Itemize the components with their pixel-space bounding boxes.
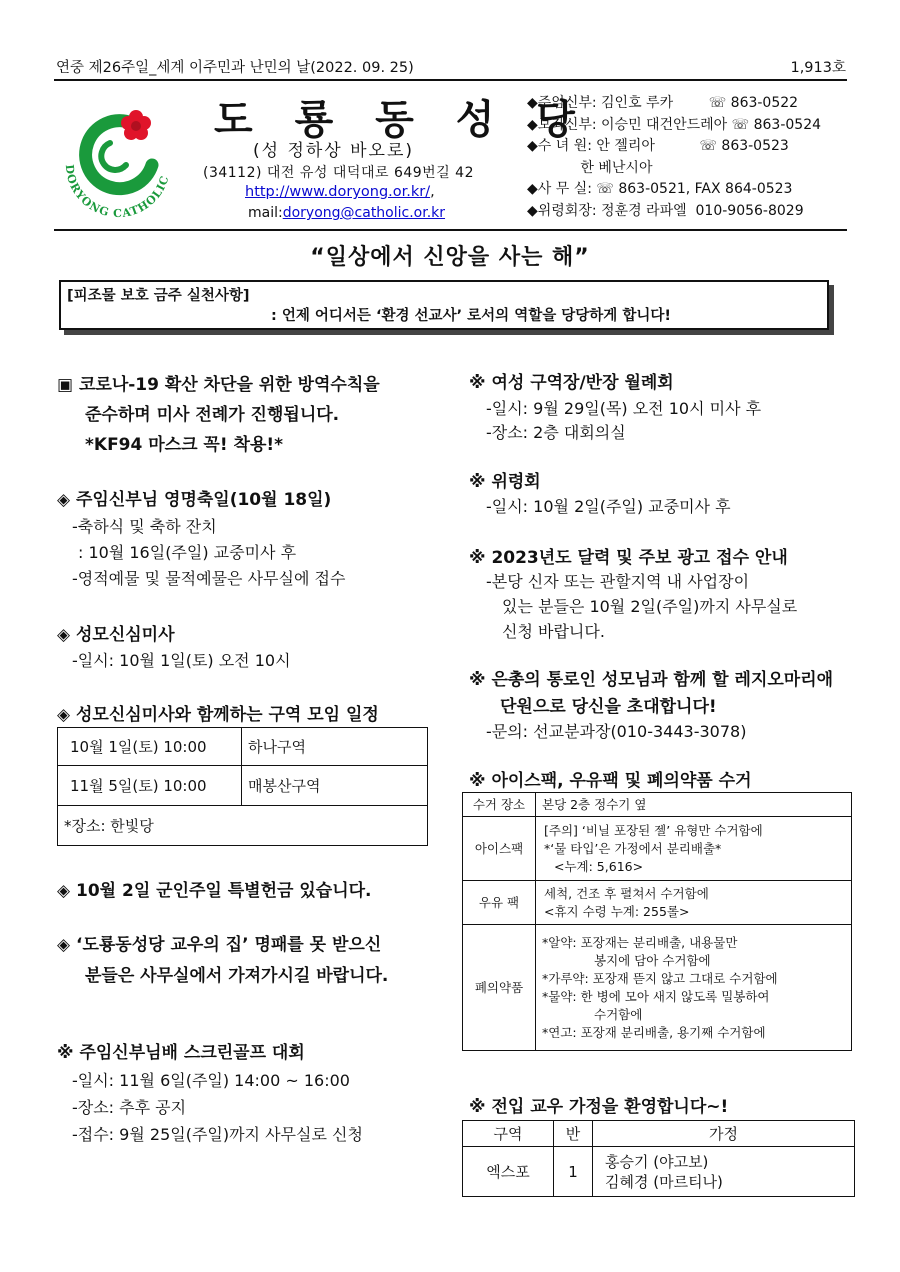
medicine-line-1: *알약: 포장재는 분리배출, 내용물만 — [542, 934, 738, 950]
schedule-date-2: 11월 5일(토) 10:00 — [58, 766, 242, 806]
top-rule — [54, 79, 847, 81]
contact-mourning-head: ◆위령회장: 정훈경 라파엘 010-9056-8029 — [527, 202, 804, 219]
medicine-label: 폐의약품 — [463, 925, 536, 1051]
medicine-line-5: 수거함에 — [594, 1006, 643, 1022]
mail-link[interactable]: doryong@catholic.or.kr — [282, 205, 446, 221]
covid-notice-3: *KF94 마스크 꼭! 착용!* — [85, 435, 284, 455]
medicine-line-6: *연고: 포장재 분리배출, 용기째 수거함에 — [542, 1024, 766, 1040]
golf-line-2: -장소: 추후 공지 — [72, 1098, 187, 1117]
welcome-header-ban: 반 — [554, 1121, 593, 1147]
golf-line-3: -접수: 9월 25일(주일)까지 사무실로 신청 — [72, 1125, 363, 1144]
table-row — [463, 1147, 855, 1197]
table-row — [463, 793, 852, 817]
women-meeting-line-2: -장소: 2층 대회의실 — [486, 423, 626, 442]
heart-mass-line: -일시: 10월 1일(토) 오전 10시 — [72, 651, 291, 670]
logo-text: DORYONG CATHOLIC — [62, 163, 172, 220]
welcome-header-family: 가정 — [593, 1121, 855, 1147]
creation-care-box — [59, 280, 829, 330]
heart-mass-title: ◈ 성모신심미사 — [57, 625, 175, 645]
covid-notice-2: 준수하며 미사 전례가 진행됩니다. — [85, 405, 340, 425]
recycle-place-label: 수거 장소 — [463, 793, 536, 817]
welcome-ban: 1 — [554, 1147, 593, 1197]
website-suffix: , — [430, 184, 435, 200]
welcome-zone: 엑스포 — [463, 1147, 554, 1197]
parish-patron: (성 정하상 바오로) — [253, 141, 415, 161]
feast-line-1: -축하식 및 축하 잔치 — [72, 517, 217, 536]
military-sunday: ◈ 10월 2일 군인주일 특별헌금 있습니다. — [57, 881, 372, 901]
medicine-line-3: *가루약: 포장재 뜯지 않고 그대로 수거함에 — [542, 970, 778, 986]
liturgy-line: 연중 제26주일_세계 이주민과 난민의 날(2022. 09. 25) — [56, 60, 414, 76]
calendar-line-1: -본당 신자 또는 관할지역 내 사업장이 — [486, 572, 750, 591]
legio-line: -문의: 선교분과장(010-3443-3078) — [486, 722, 747, 741]
mourning-line: -일시: 10월 2일(주일) 교중미사 후 — [486, 497, 731, 516]
milkpack-line-2: <휴지 수령 누계: 255롤> — [544, 903, 690, 919]
medicine-line-2: 봉지에 담아 수거함에 — [594, 952, 711, 968]
issue-number: 1,913호 — [790, 60, 846, 76]
table-row — [463, 881, 852, 925]
mail-label: mail: — [248, 205, 283, 221]
parish-logo — [54, 95, 182, 220]
group-schedule-table — [57, 727, 428, 846]
plaque-notice-1: ◈ ‘도룡동성당 교우의 집’ 명패를 못 받으신 — [57, 935, 382, 955]
header-bottom-rule — [54, 229, 847, 231]
medicine-line-4: *물약: 한 병에 모아 새지 않도록 밀봉하여 — [542, 988, 770, 1004]
schedule-group-1: 하나구역 — [242, 728, 428, 766]
icepack-line-2: *‘물 타입’은 가정에서 분리배출* — [544, 840, 722, 856]
parish-name: 도 룡 동 성 당 — [214, 97, 589, 143]
contact-assistant: ◆보좌신부: 이승민 대건안드레아 ☏ 863-0524 — [527, 116, 822, 133]
icepack-label: 아이스팩 — [463, 817, 536, 881]
group-schedule-title: ◈ 성모신심미사와 함께하는 구역 모임 일정 — [57, 705, 379, 725]
golf-line-1: -일시: 11월 6일(주일) 14:00 ~ 16:00 — [72, 1071, 350, 1090]
feast-title: ◈ 주임신부님 영명축일(10월 18일) — [57, 490, 332, 510]
parish-address: (34112) 대전 유성 대덕대로 649번길 42 — [203, 165, 474, 181]
creation-care-title: [피조물 보호 금주 실천사항] — [67, 288, 250, 304]
welcome-family-1: 홍승기 (야고보) — [605, 1152, 709, 1171]
contact-convent: ◆수 녀 원: 안 젤리아 ☏ 863-0523 — [527, 138, 789, 154]
schedule-date-1: 10월 1일(토) 10:00 — [58, 728, 242, 766]
recycle-table — [462, 792, 852, 1051]
recycle-title: ※ 아이스팩, 우유팩 및 폐의약품 수거 — [469, 771, 752, 791]
welcome-family-2: 김혜경 (마르티나) — [605, 1172, 723, 1191]
website-link[interactable]: http://www.doryong.or.kr/ — [245, 184, 431, 200]
calendar-line-2: 있는 분들은 10월 2일(주일)까지 사무실로 — [502, 597, 798, 616]
legio-title-1: ※ 은총의 통로인 성모님과 함께 할 레지오마리애 — [469, 670, 834, 690]
calendar-title: ※ 2023년도 달력 및 주보 광고 접수 안내 — [469, 548, 788, 568]
mourning-title: ※ 위령회 — [469, 472, 541, 492]
legio-title-2: 단원으로 당신을 초대합니다! — [500, 697, 717, 717]
table-row — [463, 1121, 855, 1147]
plaque-notice-2: 분들은 사무실에서 가져가시길 바랍니다. — [85, 966, 389, 986]
icepack-line-3: <누계: 5,616> — [554, 858, 644, 874]
feast-line-2: : 10월 16일(주일) 교중미사 후 — [78, 543, 297, 562]
women-meeting-line-1: -일시: 9월 29일(목) 오전 10시 미사 후 — [486, 399, 762, 418]
women-meeting-title: ※ 여성 구역장/반장 월례회 — [469, 373, 674, 393]
table-row — [463, 817, 852, 881]
contact-office: ◆사 무 실: ☏ 863-0521, FAX 864-0523 — [527, 181, 793, 197]
welcome-header-zone: 구역 — [463, 1121, 554, 1147]
feast-line-3: -영적예물 및 물적예물은 사무실에 접수 — [72, 569, 346, 588]
mail-line — [248, 205, 445, 221]
contact-list — [527, 93, 821, 222]
recycle-place-value: 본당 2층 정수기 옆 — [536, 793, 852, 817]
milkpack-line-1: 세척, 건조 후 펼쳐서 수거함에 — [544, 885, 709, 901]
milkpack-label: 우유 팩 — [463, 881, 536, 925]
calendar-line-3: 신청 바랍니다. — [502, 622, 605, 641]
schedule-place: *장소: 한빛당 — [58, 806, 428, 846]
icepack-line-1: [주의] ‘비닐 포장된 젤’ 유형만 수거함에 — [544, 822, 763, 838]
golf-title: ※ 주임신부님배 스크린골프 대회 — [57, 1043, 305, 1063]
year-theme: “일상에서 신앙을 사는 해” — [310, 245, 590, 270]
covid-notice-1: ▣ 코로나-19 확산 차단을 위한 방역수칙을 — [57, 375, 380, 395]
table-row — [58, 766, 428, 806]
contact-convent-2: 한 베난시아 — [527, 159, 653, 176]
creation-care-text: : 언제 어디서든 ‘환경 선교사’ 로서의 역할을 당당하게 합니다! — [271, 308, 671, 324]
table-row — [463, 925, 852, 1051]
table-row — [58, 728, 428, 766]
welcome-title: ※ 전입 교우 가정을 환영합니다~! — [469, 1097, 729, 1117]
website-line — [245, 184, 435, 200]
welcome-table — [462, 1120, 855, 1197]
table-row — [58, 806, 428, 846]
schedule-group-2: 매봉산구역 — [242, 766, 428, 806]
contact-pastor: ◆주임신부: 김인호 루카 ☏ 863-0522 — [527, 95, 799, 111]
